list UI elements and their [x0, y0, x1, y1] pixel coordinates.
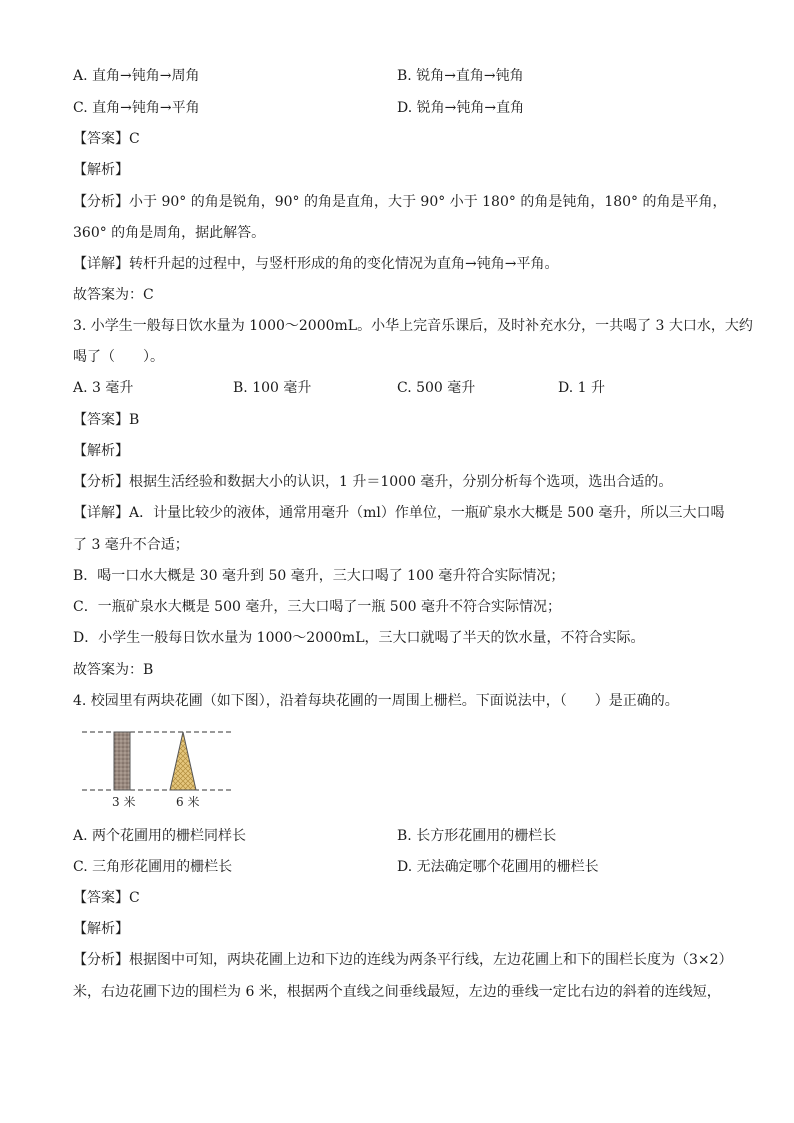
q3-detail-d: D．小学生一般每日饮水量为 1000～2000mL，三大口就喝了半天的饮水量，不符合实际。 [73, 630, 645, 646]
q2-option-b: B. 锐角→直角→钝角 [397, 68, 524, 84]
q3-detail-b: B．喝一口水大概是 30 毫升到 50 毫升，三大口喝了 100 毫升符合实际情况； [73, 568, 565, 584]
q2-analysis-heading: 【解析】 [73, 162, 129, 178]
q3-option-b: B. 100 毫升 [233, 380, 312, 396]
q3-option-d: D. 1 升 [558, 380, 605, 396]
q2-detail: 【详解】转杆升起的过程中，与竖杆形成的角的变化情况为直角→钝角→平角。 [73, 256, 559, 272]
q2-analysis-line-1: 【分析】小于 90° 的角是锐角，90° 的角是直角，大于 90° 小于 180° 的角是钝角，180° 的角是平角， [73, 194, 727, 210]
q4-option-d: D. 无法确定哪个花圃用的栅栏长 [397, 859, 599, 875]
q4-option-b: B. 长方形花圃用的栅栏长 [397, 828, 557, 844]
q4-option-c: C. 三角形花圃用的栅栏长 [73, 859, 233, 875]
q3-stem-line-1: 3. 小学生一般每日饮水量为 1000～2000mL。小华上完音乐课后，及时补充水分，一共喝了 3 大口水，大约 [73, 318, 753, 334]
q4-stem: 4. 校园里有两块花圃（如下图），沿着每块花圃的一周围上栅栏。下面说法中，（ ）是正确的。 [73, 693, 679, 709]
q4-analysis-heading: 【解析】 [73, 921, 129, 937]
q3-analysis-heading: 【解析】 [73, 443, 129, 459]
q3-analysis: 【分析】根据生活经验和数据大小的认识，1 升＝1000 毫升，分别分析每个选项，选出合适的。 [73, 474, 673, 490]
q4-option-a: A. 两个花圃用的栅栏同样长 [73, 828, 247, 844]
q2-analysis-line-2: 360° 的角是周角，据此解答。 [73, 225, 266, 241]
rectangle-flowerbed [114, 732, 130, 790]
q4-analysis-line-2: 米，右边花圃下边的围栏为 6 米，根据两个直线之间垂线最短，左边的垂线一定比右边的斜着的连线短， [73, 984, 721, 1000]
q2-option-d: D. 锐角→钝角→直角 [397, 100, 525, 116]
q2-final-answer: 故答案为：C [73, 287, 154, 303]
q3-stem-line-2: 喝了（ ）。 [73, 349, 164, 365]
q4-analysis-line-1: 【分析】根据图中可知，两块花圃上边和下边的连线为两条平行线，左边花圃上和下的围栏长度为（3×2） [73, 952, 733, 968]
q3-option-c: C. 500 毫升 [397, 380, 476, 396]
q2-option-a: A. 直角→钝角→周角 [73, 68, 200, 84]
rect-width-label: 3 米 [112, 795, 136, 809]
q2-option-c: C. 直角→钝角→平角 [73, 100, 200, 116]
triangle-flowerbed [170, 732, 196, 790]
q3-detail-line-1: 【详解】A．计量比较少的液体，通常用毫升（ml）作单位，一瓶矿泉水大概是 500 毫升，所以三大口喝 [73, 505, 725, 521]
q3-detail-c: C．一瓶矿泉水大概是 500 毫升，三大口喝了一瓶 500 毫升不符合实际情况； [73, 599, 561, 615]
q2-answer: 【答案】C [73, 131, 140, 147]
q3-option-a: A. 3 毫升 [73, 380, 134, 396]
q3-answer: 【答案】B [73, 412, 140, 428]
triangle-base-label: 6 米 [176, 795, 200, 809]
q4-flowerbed-figure [78, 726, 248, 814]
q3-final-answer: 故答案为：B [73, 662, 154, 678]
q3-detail-line-2: 了 3 毫升不合适； [73, 537, 189, 553]
q4-answer: 【答案】C [73, 890, 140, 906]
